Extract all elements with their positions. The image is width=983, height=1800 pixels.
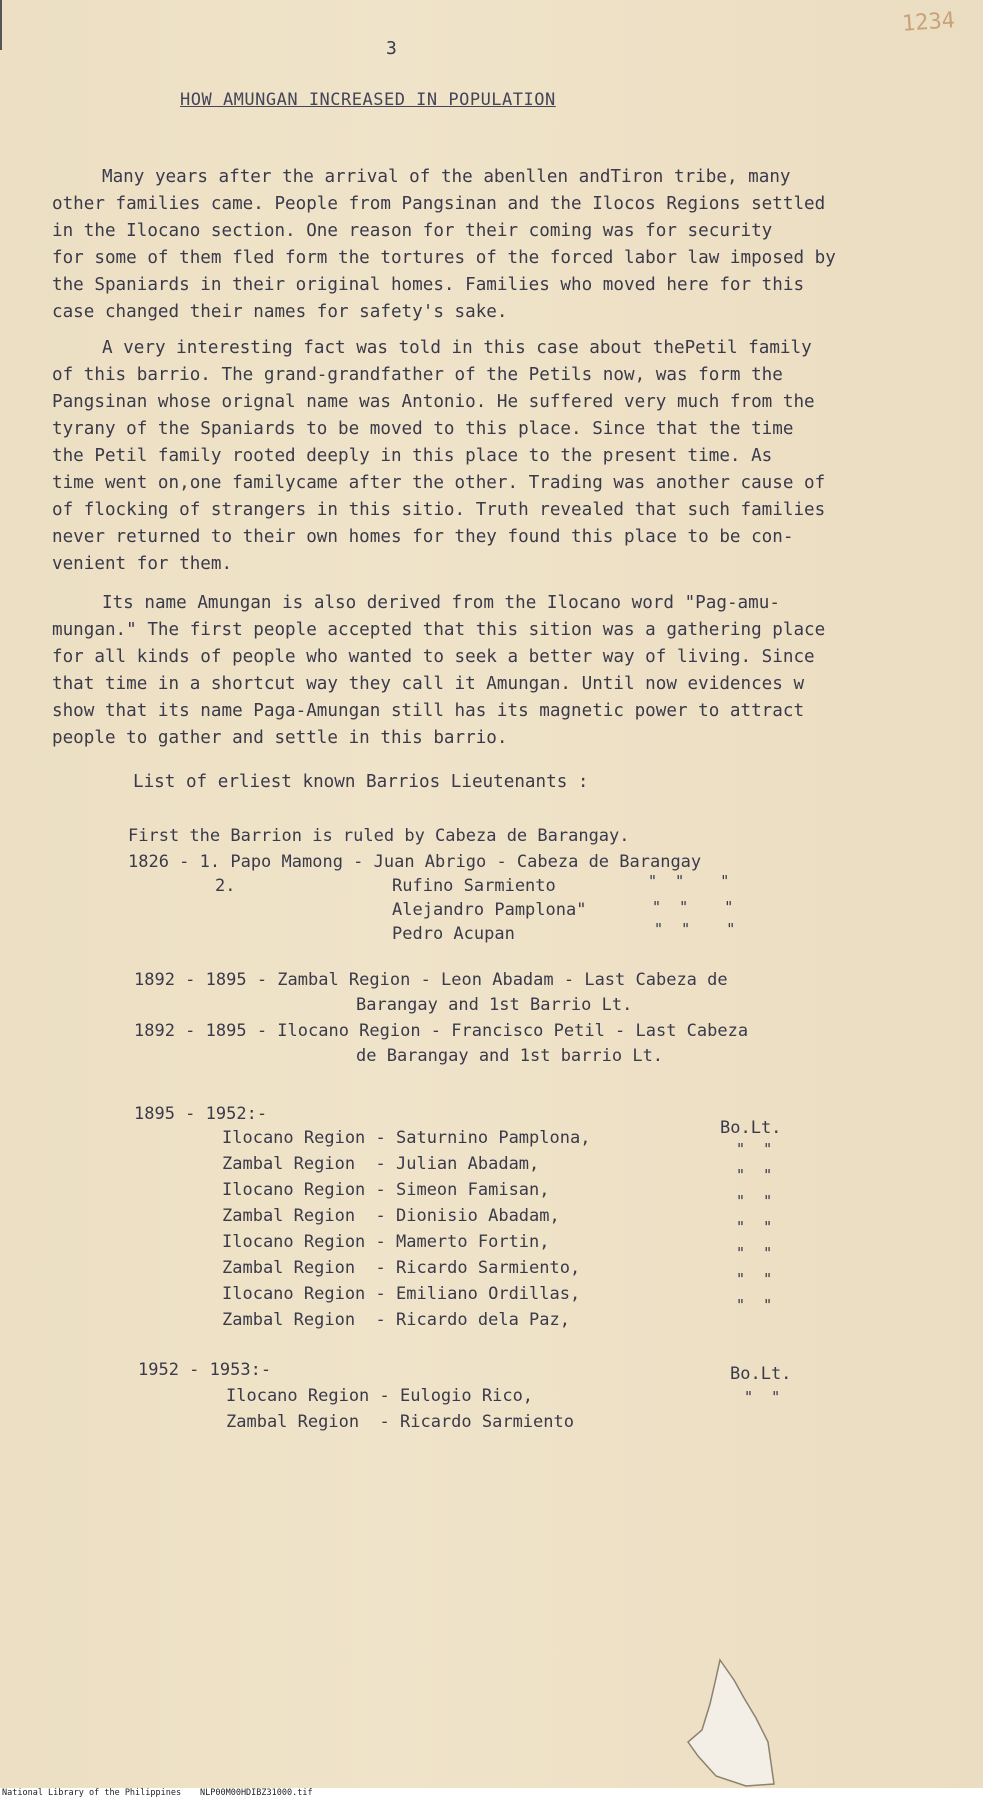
paragraph-1	[52, 164, 960, 326]
entry-1892-zambal-cont: Barangay and 1st Barrio Lt.	[356, 995, 633, 1015]
period-1952-heading: 1952 - 1953:-	[138, 1360, 272, 1380]
period-1895-abbr: Bo.Lt.	[720, 1118, 782, 1138]
text-line: never returned to their own homes for they found this place to be con-	[52, 527, 794, 547]
cabeza-name: Rufino Sarmiento	[392, 876, 556, 896]
paragraph-3	[52, 590, 960, 752]
text-line: people to gather and settle in this barrio.	[52, 728, 508, 748]
paper-tear-mark	[686, 1658, 776, 1788]
lieutenant-row: Zambal Region - Dionisio Abadam,	[222, 1206, 560, 1226]
lieutenant-row: Zambal Region - Julian Abadam,	[222, 1154, 540, 1174]
text-line: for some of them fled form the tortures of the forced labor law imposed by	[52, 248, 836, 268]
ditto-marks: " "	[736, 1218, 773, 1236]
entry-1892-ilocano: 1892 - 1895 - Ilocano Region - Francisco Petil - Last Cabeza	[134, 1021, 749, 1041]
text-line: other families came. People from Pangsinan and the Ilocos Regions settled	[52, 194, 826, 214]
page-number: 3	[386, 38, 397, 59]
text-line: A very interesting fact was told in this case about thePetil family	[102, 338, 812, 358]
edge-mark	[0, 0, 6, 50]
text-line: Its name Amungan is also derived from the Ilocano word "Pag-amu-	[102, 593, 780, 613]
lieutenant-row: Ilocano Region - Saturnino Pamplona,	[222, 1128, 591, 1148]
text-line: tyrany of the Spaniards to be moved to this place. Since that the time	[52, 419, 794, 439]
text-line: of flocking of strangers in this sitio. Truth revealed that such families	[52, 500, 826, 520]
text-line: time went on,one familycame after the other. Trading was another cause of	[52, 473, 826, 493]
lieutenant-row: Ilocano Region - Eulogio Rico,	[226, 1386, 534, 1406]
period-1952-abbr: Bo.Lt.	[730, 1364, 792, 1384]
text-line: that time in a shortcut way they call it Amungan. Until now evidences w	[52, 674, 805, 694]
ditto-marks: " "	[736, 1244, 773, 1262]
footer-library: National Library of the Philippines	[2, 1788, 182, 1798]
document-title: HOW AMUNGAN INCREASED IN POPULATION	[180, 90, 556, 110]
text-line: venient for them.	[52, 554, 233, 574]
ditto-marks: " "	[736, 1296, 773, 1314]
cabeza-intro: First the Barrion is ruled by Cabeza de Barangay.	[128, 826, 630, 846]
lieutenant-row: Ilocano Region - Emiliano Ordillas,	[222, 1284, 581, 1304]
ditto-marks: " " "	[654, 920, 736, 938]
text-line: for all kinds of people who wanted to seek a better way of living. Since	[52, 647, 815, 667]
lieutenant-row: Ilocano Region - Mamerto Fortin,	[222, 1232, 550, 1252]
ditto-marks: " " "	[648, 872, 730, 890]
ditto-marks: " "	[736, 1192, 773, 1210]
lieutenant-row: Zambal Region - Ricardo dela Paz,	[222, 1310, 570, 1330]
text-line: the Spaniards in their original homes. Families who moved here for this	[52, 275, 805, 295]
archive-stamp-number: 1234	[901, 8, 956, 37]
entry-1892-ilocano-cont: de Barangay and 1st barrio Lt.	[356, 1046, 664, 1066]
ditto-marks: " " "	[652, 898, 734, 916]
cabeza-name: Alejandro Pamplona"	[392, 900, 587, 920]
text-line: show that its name Paga-Amungan still has its magnetic power to attract	[52, 701, 805, 721]
ditto-marks: " "	[736, 1166, 773, 1184]
text-line: mungan." The first people accepted that this sition was a gathering place	[52, 620, 826, 640]
text-line: Many years after the arrival of the abenllen andTiron tribe, many	[102, 167, 791, 187]
entry-1892-zambal: 1892 - 1895 - Zambal Region - Leon Abadam - Last Cabeza de	[134, 970, 728, 990]
footer-filename: NLP00M00HDIBZ31000.tif	[200, 1788, 313, 1798]
paragraph-2	[52, 335, 960, 578]
ditto-marks: " "	[736, 1140, 773, 1158]
ditto-marks: " "	[736, 1270, 773, 1288]
lieutenant-row: Ilocano Region - Simeon Famisan,	[222, 1180, 550, 1200]
lieutenant-row: Zambal Region - Ricardo Sarmiento,	[222, 1258, 581, 1278]
cabeza-item-2: 2.	[215, 876, 236, 896]
list-heading: List of erliest known Barrios Lieutenants :	[133, 772, 589, 792]
lieutenant-row: Zambal Region - Ricardo Sarmiento	[226, 1412, 574, 1432]
ditto-marks: " "	[744, 1388, 781, 1406]
text-line: of this barrio. The grand-grandfather of the Petils now, was form the	[52, 365, 783, 385]
text-line: case changed their names for safety's sake.	[52, 302, 508, 322]
period-1895-heading: 1895 - 1952:-	[134, 1104, 268, 1124]
cabeza-1826-line: 1826 - 1. Papo Mamong - Juan Abrigo - Cabeza de Barangay	[128, 852, 702, 872]
text-line: in the Ilocano section. One reason for their coming was for security	[52, 221, 773, 241]
text-line: Pangsinan whose orignal name was Antonio. He suffered very much from the	[52, 392, 815, 412]
cabeza-name: Pedro Acupan	[392, 924, 515, 944]
text-line: the Petil family rooted deeply in this place to the present time. As	[52, 446, 773, 466]
